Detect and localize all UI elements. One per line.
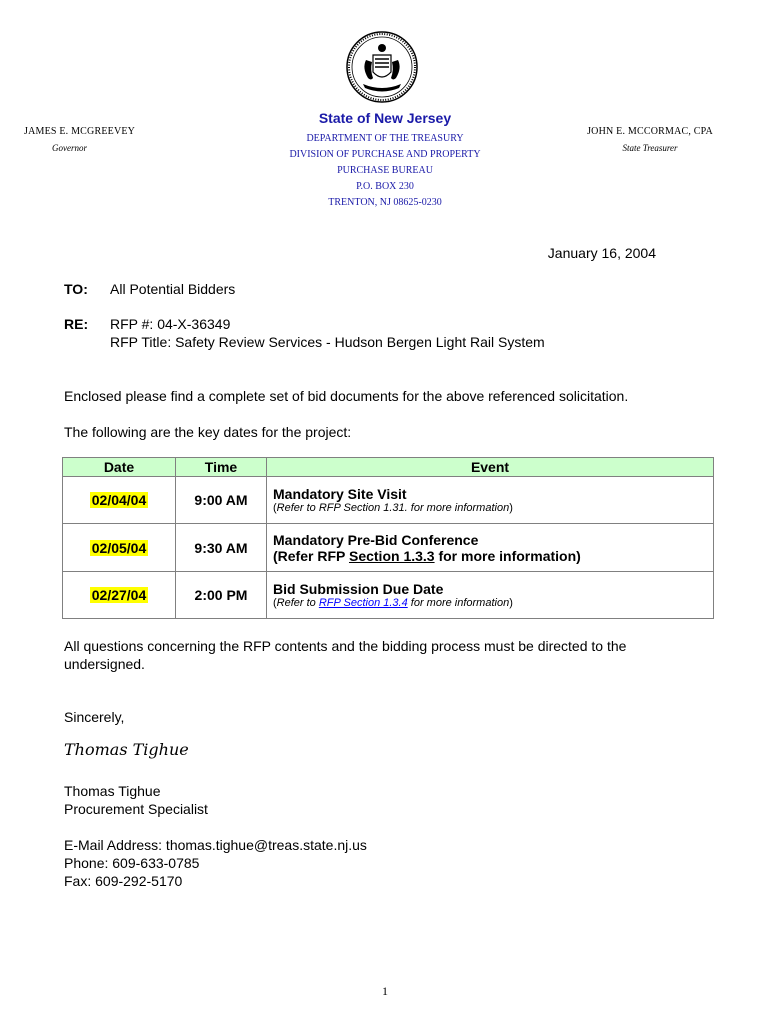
table-row: [63, 524, 714, 572]
rfp-section-link[interactable]: RFP Section 1.3.4: [318, 597, 408, 609]
treasurer-block: [560, 126, 740, 153]
signer-name: Thomas Tighue: [64, 783, 161, 799]
phone-line: Phone: 609-633-0785: [64, 855, 200, 871]
page-number: 1: [382, 984, 388, 998]
signature: Thomas Tighue: [64, 740, 189, 759]
time-cell: 9:00 AM: [176, 477, 267, 524]
event-title: Mandatory Pre-Bid Conference: [273, 531, 479, 548]
letter-date: January 16, 2004: [547, 245, 656, 261]
fax-line: Fax: 609-292-5170: [64, 873, 183, 889]
governor-name: JAMES E. MCGREEVEY: [24, 126, 136, 137]
time-cell: 9:30 AM: [176, 524, 267, 572]
column-header-date: Date: [63, 458, 176, 477]
event-reference: (Refer RFP Section 1.3.3 for more information): [273, 547, 581, 564]
signer-title: Procurement Specialist: [64, 801, 208, 817]
city-line: TRENTON, NJ 08625-0230: [328, 197, 442, 208]
re-label: RE:: [64, 316, 89, 332]
key-dates-table: [62, 457, 714, 619]
po-box: P.O. BOX 230: [356, 181, 414, 192]
governor-title: Governor: [52, 143, 87, 153]
date-cell: 02/04/04: [91, 492, 147, 508]
date-cell: 02/27/04: [91, 587, 147, 603]
column-header-event: Event: [267, 458, 714, 477]
event-note: (Refer to RFP Section 1.3.4 for more information): [273, 597, 513, 609]
bureau: PURCHASE BUREAU: [337, 165, 433, 176]
event-cell: [267, 524, 714, 572]
event-note: (Refer to RFP Section 1.31. for more information): [273, 502, 513, 514]
questions-line-2: undersigned.: [64, 656, 145, 672]
department: DEPARTMENT OF THE TREASURY: [306, 133, 464, 144]
treasurer-title: State Treasurer: [622, 143, 678, 153]
email-line: E-Mail Address: thomas.tighue@treas.state.nj.us: [64, 837, 367, 853]
state-seal-icon: [345, 28, 419, 106]
table-header-row: [63, 458, 714, 477]
column-header-time: Time: [176, 458, 267, 477]
date-cell: 02/05/04: [91, 539, 147, 556]
sincerely: Sincerely,: [64, 709, 125, 725]
table-row: [63, 477, 714, 524]
letterhead: [235, 110, 535, 211]
division: DIVISION OF PURCHASE AND PROPERTY: [289, 149, 481, 160]
time-cell: 2:00 PM: [176, 572, 267, 619]
section-reference-link[interactable]: Section 1.3.3: [348, 547, 435, 564]
event-cell: [267, 572, 714, 619]
re-rfp-number: RFP #: 04-X-36349: [110, 316, 231, 332]
event-title: Mandatory Site Visit: [273, 486, 407, 502]
table-row: [63, 572, 714, 619]
state-title: State of New Jersey: [318, 110, 452, 126]
event-cell: [267, 477, 714, 524]
event-title: Bid Submission Due Date: [273, 581, 444, 597]
intro-paragraph: Enclosed please find a complete set of bid documents for the above referenced solicitation.: [64, 388, 629, 404]
re-rfp-title: RFP Title: Safety Review Services - Hudson Bergen Light Rail System: [110, 334, 545, 350]
questions-line-1: All questions concerning the RFP contents and the bidding process must be directed to the: [64, 638, 627, 654]
key-dates-intro: The following are the key dates for the project:: [64, 424, 352, 440]
to-value: All Potential Bidders: [110, 281, 236, 297]
to-label: TO:: [64, 281, 88, 297]
governor-block: [24, 126, 184, 153]
treasurer-name: JOHN E. MCCORMAC, CPA: [587, 126, 713, 137]
